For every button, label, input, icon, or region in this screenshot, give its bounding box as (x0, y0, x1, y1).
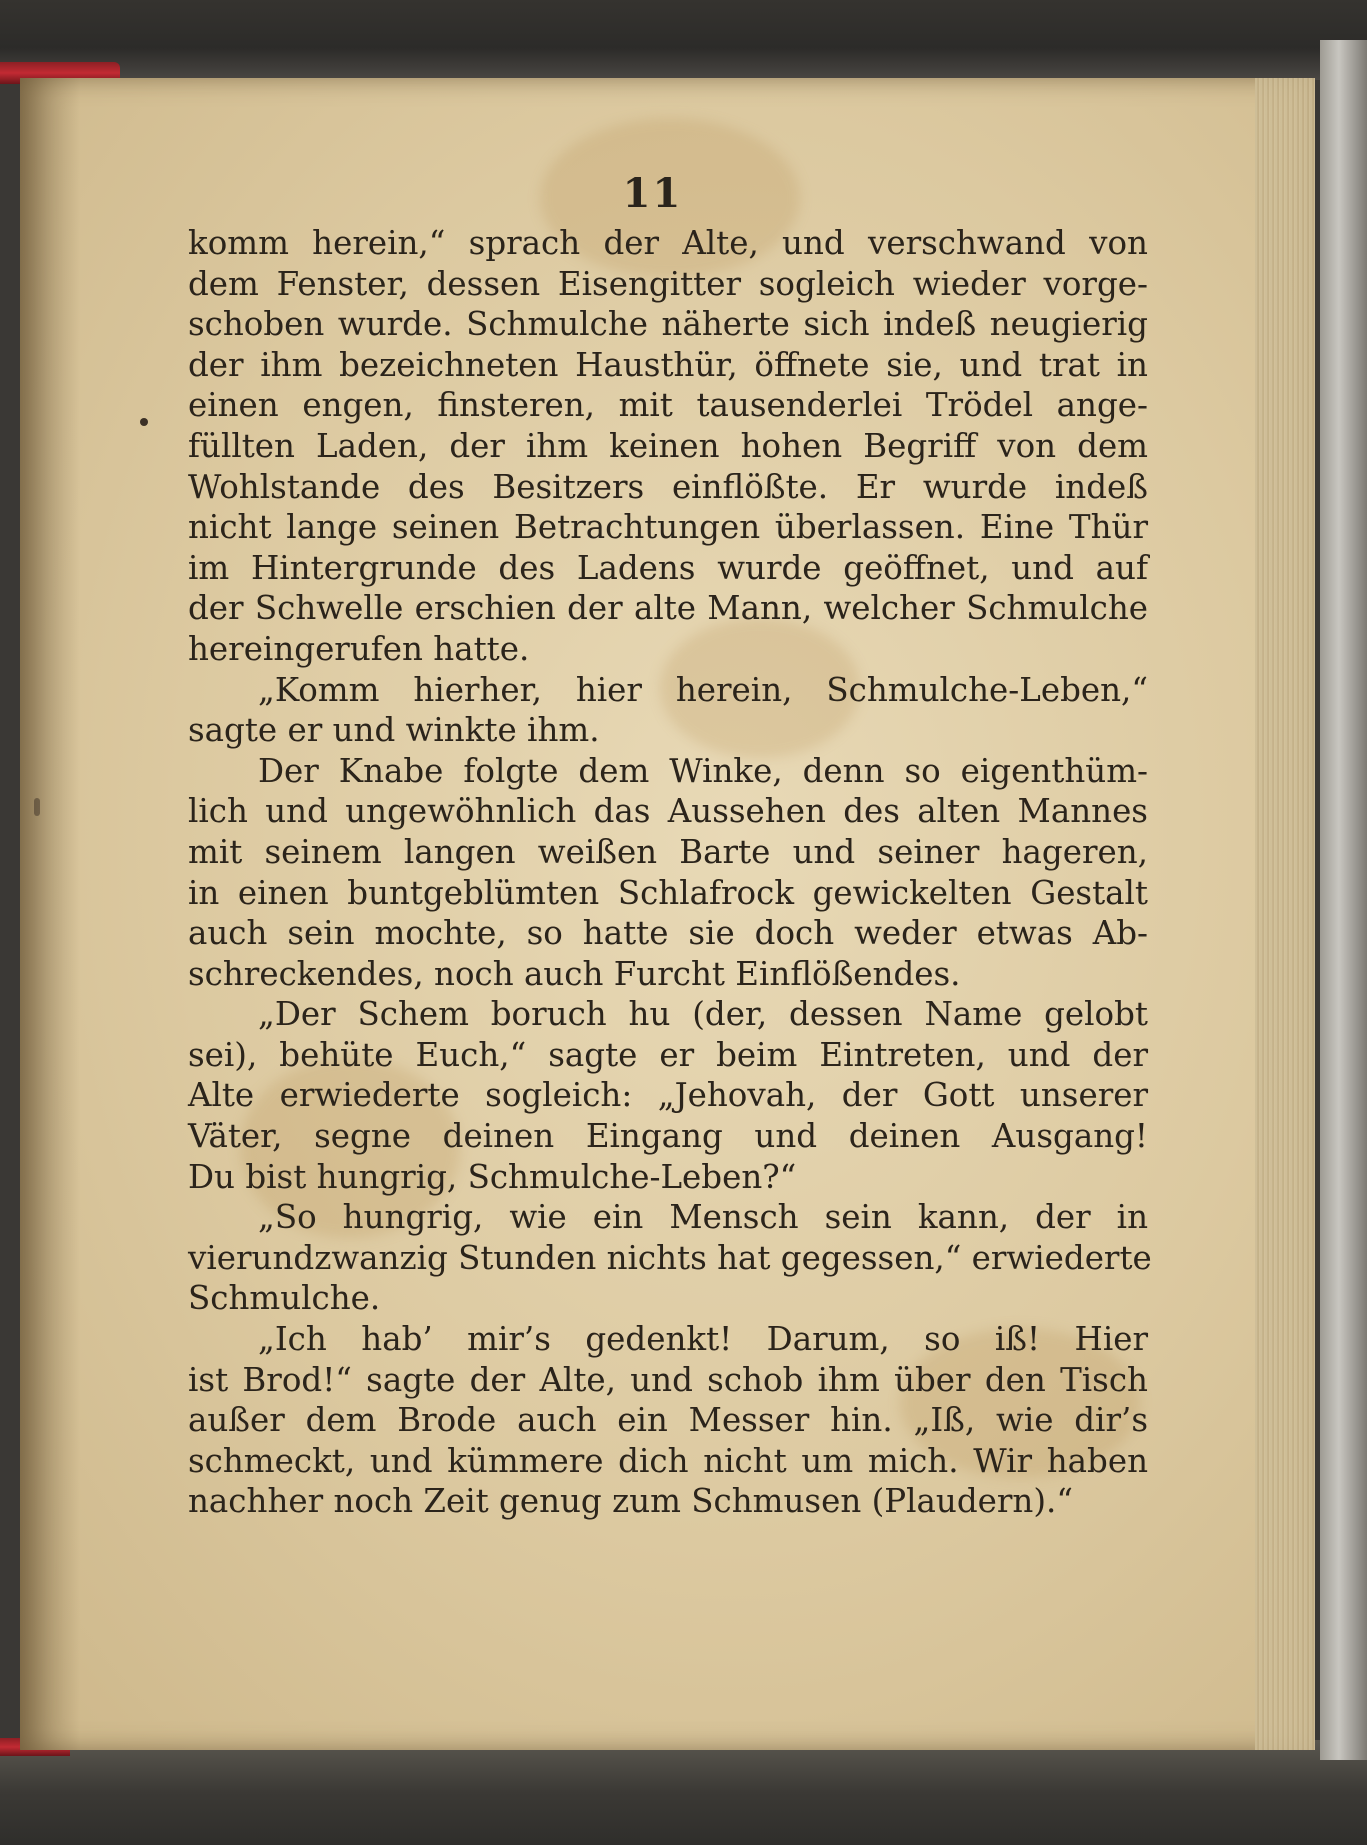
text-line: schoben wurde. Schmulche näherte sich indeß neugierig (188, 305, 1148, 344)
text-line: in einen buntgeblümten Schlafrock gewickelten Gestalt (188, 873, 1148, 912)
text-line: „So hungrig, wie ein Mensch sein kann, der in (258, 1198, 1148, 1237)
text-line: schreckendes, noch auch Furcht Einflößendes. (188, 954, 961, 993)
top-binding (0, 0, 1367, 80)
text-line: der Schwelle erschien der alte Mann, welcher Schmulche (188, 589, 1148, 628)
text-line: Alte erwiederte sogleich: „Jehovah, der Gott unserer (188, 1076, 1148, 1115)
gutter-shadow (20, 78, 80, 1750)
text-line: nachher noch Zeit genug zum Schmusen (Plaudern).“ (188, 1482, 1073, 1521)
text-line: der ihm bezeichneten Hausthür, öffnete sie, und trat in (188, 345, 1148, 384)
text-line: außer dem Brode auch ein Messer hin. „Iß, wie dir’s (188, 1401, 1148, 1440)
text-line: „Ich hab’ mir’s gedenkt! Darum, so iß! Hier (258, 1320, 1148, 1359)
text-line: sei), behüte Euch,“ sagte er beim Eintreten, und der (188, 1035, 1148, 1074)
bottom-binding (0, 1740, 1367, 1845)
text-line: mit seinem langen weißen Barte und seiner hageren, (188, 832, 1148, 871)
text-line: Du bist hungrig, Schmulche-Leben?“ (188, 1157, 797, 1196)
text-line: hereingerufen hatte. (188, 629, 530, 668)
book-cover-edge (1320, 40, 1367, 1760)
text-line: einen engen, finsteren, mit tausenderlei Trödel ange- (188, 386, 1148, 425)
ink-fleck (140, 418, 148, 426)
text-line: komm herein,“ sprach der Alte, und verschwand von (188, 224, 1148, 262)
text-line: vierundzwanzig Stunden nichts hat gegessen,“ erwiederte (188, 1238, 1152, 1277)
text-line: „Komm hierher, hier herein, Schmulche-Leben,“ (258, 670, 1148, 709)
ink-fleck (34, 798, 40, 816)
book-page (20, 78, 1315, 1750)
text-line: Schmulche. (188, 1279, 381, 1318)
text-line: auch sein mochte, so hatte sie doch weder etwas Ab- (188, 914, 1148, 953)
text-line: sagte er und winkte ihm. (188, 711, 600, 750)
text-line: dem Fenster, dessen Eisengitter sogleich wieder vorge- (188, 264, 1148, 303)
text-line: Väter, segne deinen Eingang und deinen Ausgang! (188, 1117, 1148, 1156)
text-line: nicht lange seinen Betrachtungen überlassen. Eine Thür (188, 508, 1148, 547)
text-line: Der Knabe folgte dem Winke, denn so eigenthüm- (258, 751, 1148, 790)
text-line: ist Brod!“ sagte der Alte, und schob ihm über den Tisch (188, 1360, 1148, 1399)
page-leaves-edge (1255, 78, 1315, 1750)
text-line: lich und ungewöhnlich das Aussehen des alten Mannes (188, 792, 1148, 831)
text-line: füllten Laden, der ihm keinen hohen Begriff von dem (188, 426, 1148, 465)
body-text (188, 223, 1152, 1522)
text-line: schmeckt, und kümmere dich nicht um mich. Wir haben (188, 1441, 1148, 1480)
text-line: Wohlstande des Besitzers einflößte. Er wurde indeß (188, 467, 1148, 506)
page-number: 11 (622, 170, 683, 217)
text-line: im Hintergrunde des Ladens wurde geöffnet, und auf (188, 548, 1148, 587)
text-line: „Der Schem boruch hu (der, dessen Name gelobt (258, 995, 1148, 1034)
